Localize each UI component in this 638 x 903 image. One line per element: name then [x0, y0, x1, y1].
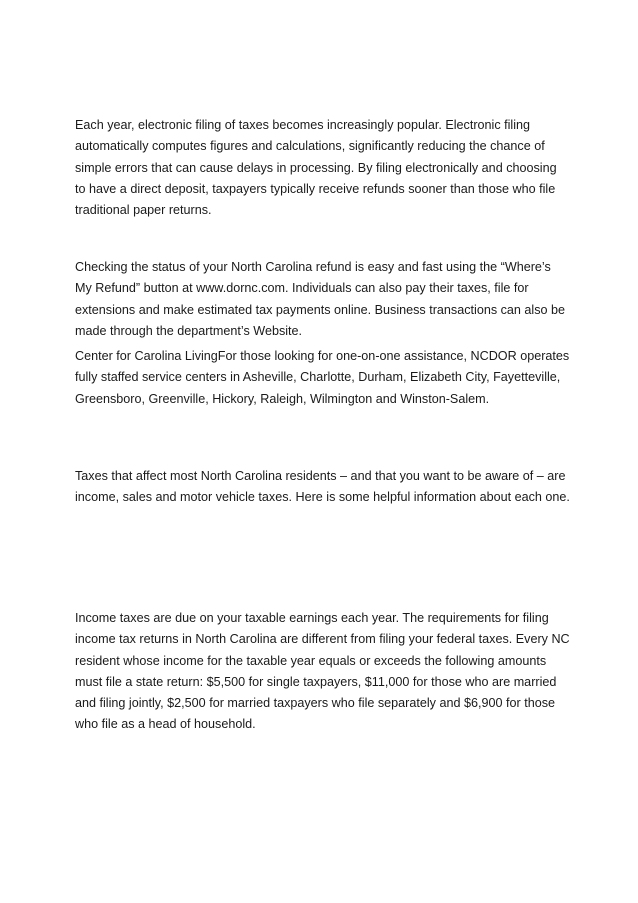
paragraph-refund-status: Checking the status of your North Carolina refund is easy and fast using the “Where’s My Refund” button at www.dornc.com. Individuals can also pay their taxes, file for extensions and make estimated tax payments online. Business transactions can also be made through the department’s Website.: [75, 260, 566, 338]
paragraph-income-taxes: Income taxes are due on your taxable earnings each year. The requirements for filing income tax returns in North Carolina are different from filing your federal taxes. Every NC resident whose income for the taxable year equals or exceeds the following amounts must file a state return: $5,500 for single taxpayers, $11,000 for those who are married and filing jointly, $2,500 for married taxpayers who file separately and $6,900 for those who file as a head of household.: [75, 611, 570, 732]
paragraph-service-centers: Center for Carolina LivingFor those looking for one-on-one assistance, NCDOR operates fully staffed service centers in Asheville, Charlotte, Durham, Elizabeth City, Fayetteville, Greensboro, Greenville, Hickory, Raleigh, Wilmington and Winston-Salem.: [75, 349, 570, 406]
paragraph-e-filing: Each year, electronic filing of taxes becomes increasingly popular. Electronic filing automatically computes figures and calculations, significantly reducing the chance of simple errors that can cause delays in processing. By filing electronically and choosing to have a direct deposit, taxpayers typically receive refunds sooner than those who file traditional paper returns.: [75, 118, 557, 218]
paragraph-taxes-overview: Taxes that affect most North Carolina residents – and that you want to be aware of – are income, sales and motor vehicle taxes. Here is some helpful information about each one.: [75, 469, 570, 505]
